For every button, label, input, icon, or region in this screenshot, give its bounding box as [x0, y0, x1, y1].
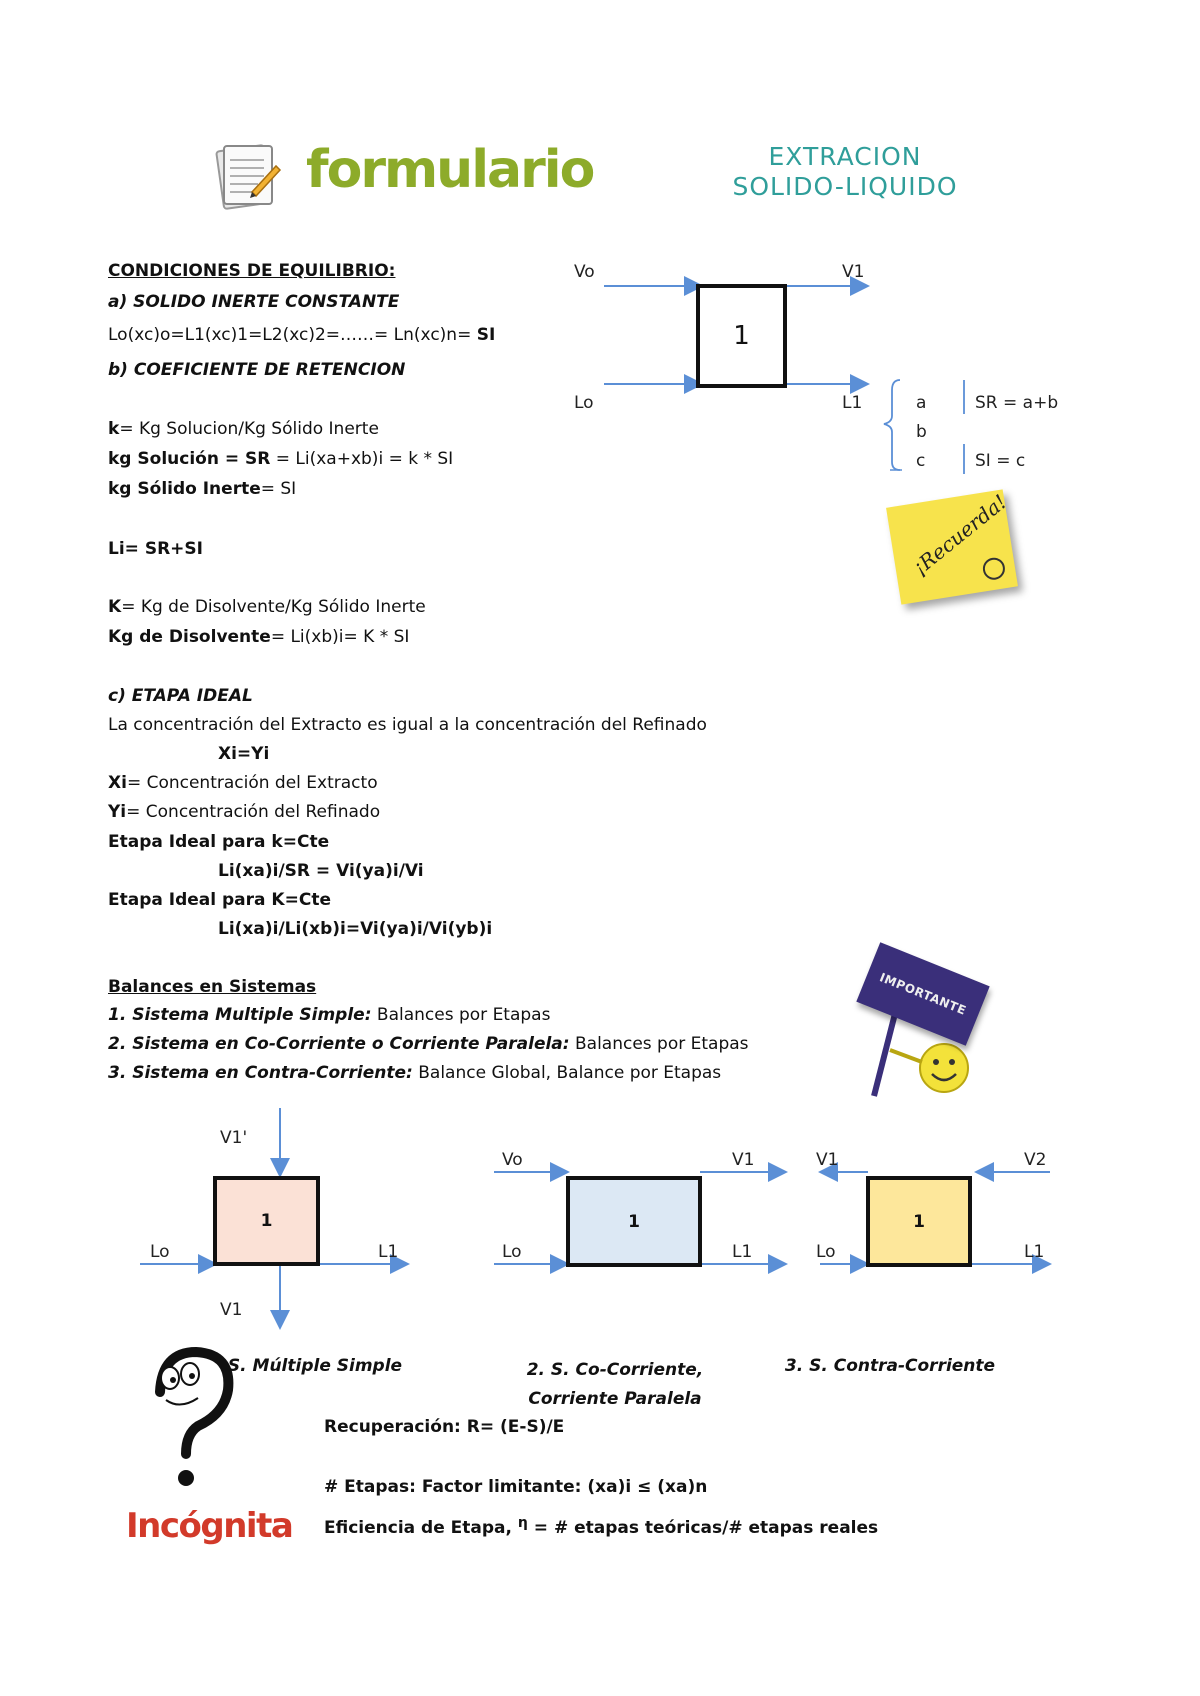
balance-item: 3. Sistema en Contra-Corriente: Balance Global, Balance por Etapas	[108, 1063, 722, 1083]
top-v1-label: V1	[842, 262, 865, 282]
s1-v1p-label: V1'	[220, 1128, 248, 1148]
s3-v1-label: V1	[816, 1150, 839, 1170]
s2-stage-number: 1	[628, 1211, 640, 1232]
retention-heading: b) COEFICIENTE DE RETENCION	[108, 360, 406, 380]
kg-solid-inert: kg Sólido Inerte= SI	[108, 479, 297, 499]
li-equation: Li= SR+SI	[108, 539, 203, 559]
incognita-word: Incógnita	[126, 1506, 293, 1546]
topic-line-1: EXTRACION	[768, 142, 922, 171]
notepad-icon	[212, 142, 282, 212]
s2-stage-box	[566, 1176, 702, 1267]
smiley-icon	[981, 556, 1006, 581]
s3-caption: 3. S. Contra-Corriente	[784, 1356, 996, 1376]
s1-caption: S. Múltiple Simple	[227, 1356, 403, 1376]
top-l1-label: L1	[842, 393, 863, 413]
s2-caption: 2. S. Co-Corriente, Corriente Paralela	[526, 1360, 704, 1409]
sticky-note	[886, 489, 1018, 604]
s3-v2-label: V2	[1024, 1150, 1047, 1170]
top-lo-label: Lo	[574, 393, 594, 413]
s2-v1-label: V1	[732, 1150, 755, 1170]
kg-solution: kg Solución = SR = Li(xa+xb)i = k * SI	[108, 449, 454, 469]
eta-symbol: η	[517, 1515, 528, 1531]
question-mark-illustration	[128, 1344, 248, 1494]
s1-stage-box	[213, 1176, 320, 1266]
s1-v1-label: V1	[220, 1300, 243, 1320]
sr-formula: SR = a+b	[975, 393, 1059, 413]
s1-stage-number: 1	[260, 1211, 273, 1231]
incognita-logo	[126, 1506, 292, 1546]
s3-stage-box	[866, 1176, 972, 1267]
xi-definition: Xi= Concentración del Extracto	[108, 773, 378, 793]
important-sign-text: IMPORTANTE	[877, 970, 969, 1018]
ideal-stage-text: La concentración del Extracto es igual a la concentración del Refinado	[108, 715, 707, 735]
recovery-formula: Recuperación: R= (E-S)/E	[324, 1417, 565, 1437]
solid-inert-heading: a) SOLIDO INERTE CONSTANTE	[108, 292, 400, 312]
xi-yi: Xi=Yi	[218, 744, 270, 764]
balance-item: 1. Sistema Multiple Simple: Balances por Etapas	[108, 1005, 551, 1025]
comp-b: b	[916, 422, 927, 442]
balance-item: 2. Sistema en Co-Corriente o Corriente Paralela: Balances por Etapas	[108, 1034, 749, 1054]
stages-formula: # Etapas: Factor limitante: (xa)i ≤ (xa)n	[324, 1477, 708, 1497]
s3-l1-label: L1	[1024, 1242, 1045, 1262]
solid-inert-formula: Lo(xc)o=L1(xc)1=L2(xc)2=……= Ln(xc)n= SI	[108, 325, 496, 345]
s3-stage-number: 1	[913, 1211, 925, 1232]
s2-l1-label: L1	[732, 1242, 753, 1262]
ideal-k-equation: Li(xa)i/SR = Vi(ya)i/Vi	[218, 861, 424, 881]
k-definition: k= Kg Solucion/Kg Sólido Inerte	[108, 419, 379, 439]
topic-title	[720, 142, 970, 202]
formulario-logo: formulario	[306, 140, 594, 200]
sticky-note-text: ¡Recuerda!	[908, 489, 1012, 580]
topic-line-2: SOLIDO-LIQUIDO	[732, 172, 958, 201]
comp-c: c	[916, 451, 926, 471]
balances-title: Balances en Sistemas	[108, 977, 317, 997]
K-definition: K= Kg de Disolvente/Kg Sólido Inerte	[108, 597, 426, 617]
top-vo-label: Vo	[574, 262, 595, 282]
s3-lo-label: Lo	[816, 1242, 836, 1262]
top-stage-number: 1	[733, 321, 750, 351]
ideal-K-heading: Etapa Ideal para K=Cte	[108, 890, 331, 910]
s1-l1-label: L1	[378, 1242, 399, 1262]
efficiency-formula: Eficiencia de Etapa, $^\eta$ = # etapas teóricas/# etapas reales	[324, 1515, 879, 1538]
si-formula: SI = c	[975, 451, 1026, 471]
comp-a: a	[916, 393, 927, 413]
s2-vo-label: Vo	[502, 1150, 523, 1170]
ideal-K-equation: Li(xa)i/Li(xb)i=Vi(ya)i/Vi(yb)i	[218, 919, 493, 939]
kg-solvent: Kg de Disolvente= Li(xb)i= K * SI	[108, 627, 410, 647]
ideal-stage-heading: c) ETAPA IDEAL	[108, 686, 253, 706]
top-stage-box	[696, 284, 787, 388]
s1-lo-label: Lo	[150, 1242, 170, 1262]
equilibrium-title: CONDICIONES DE EQUILIBRIO:	[108, 261, 396, 281]
yi-definition: Yi= Concentración del Refinado	[108, 802, 381, 822]
ideal-k-heading: Etapa Ideal para k=Cte	[108, 832, 330, 852]
s2-lo-label: Lo	[502, 1242, 522, 1262]
